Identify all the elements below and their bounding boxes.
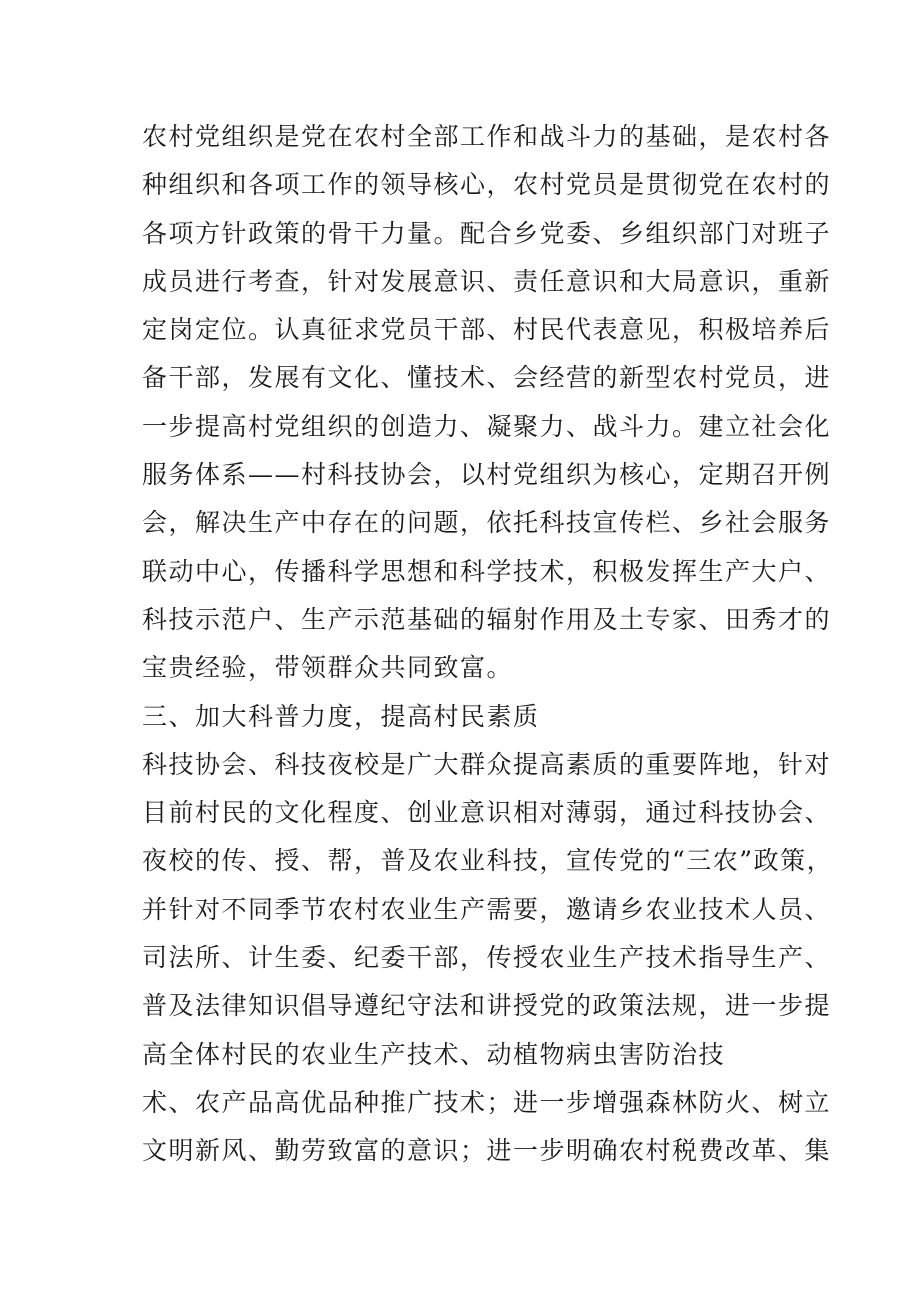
text-line: 备干部，发展有文化、懂技术、会经营的新型农村党员，进	[142, 363, 832, 393]
text-line: 文明新风、勤劳致富的意识；进一步明确农村税费改革、集	[142, 1136, 832, 1166]
body-text	[142, 113, 834, 1176]
text-line: 宝贵经验，带领群众共同致富。	[142, 653, 514, 683]
text-line: 联动中心，传播科学思想和科学技术，积极发挥生产大户、	[142, 556, 832, 586]
text-line: 种组织和各项工作的领导核心，农村党员是贯彻党在农村的	[142, 170, 832, 200]
text-line: 一步提高村党组织的创造力、凝聚力、战斗力。建立社会化	[142, 411, 832, 441]
text-line: 普及法律知识倡导遵纪守法和讲授党的政策法规，进一步提	[142, 991, 832, 1021]
text-line: 并针对不同季节农村农业生产需要，邀请乡农业技术人员、	[142, 894, 832, 924]
text-line: 服务体系——村科技协会，以村党组织为核心，定期召开例	[142, 460, 832, 490]
text-line: 定岗定位。认真征求党员干部、村民代表意见，积极培养后	[142, 315, 832, 345]
text-line: 目前村民的文化程度、创业意识相对薄弱，通过科技协会、	[142, 798, 832, 828]
text-line: 司法所、计生委、纪委干部，传授农业生产技术指导生产、	[142, 943, 832, 973]
text-line: 夜校的传、授、帮，普及农业科技，宣传党的“三农”政策，	[142, 846, 834, 876]
text-line: 各项方针政策的骨干力量。配合乡党委、乡组织部门对班子	[142, 218, 832, 248]
section-heading: 三、加大科普力度，提高村民素质	[142, 701, 540, 731]
text-line: 成员进行考查，针对发展意识、责任意识和大局意识，重新	[142, 266, 832, 296]
text-line: 科技示范户、生产示范基础的辐射作用及土专家、田秀才的	[142, 604, 832, 634]
text-line: 高全体村民的农业生产技术、动植物病虫害防治技	[142, 1039, 726, 1069]
text-line: 术、农产品高优品种推广技术；进一步增强森林防火、树立	[142, 1087, 832, 1117]
text-line: 会，解决生产中存在的问题，依托科技宣传栏、乡社会服务	[142, 508, 832, 538]
text-line: 农村党组织是党在农村全部工作和战斗力的基础，是农村各	[142, 122, 832, 151]
text-line: 科技协会、科技夜校是广大群众提高素质的重要阵地，针对	[142, 749, 832, 779]
